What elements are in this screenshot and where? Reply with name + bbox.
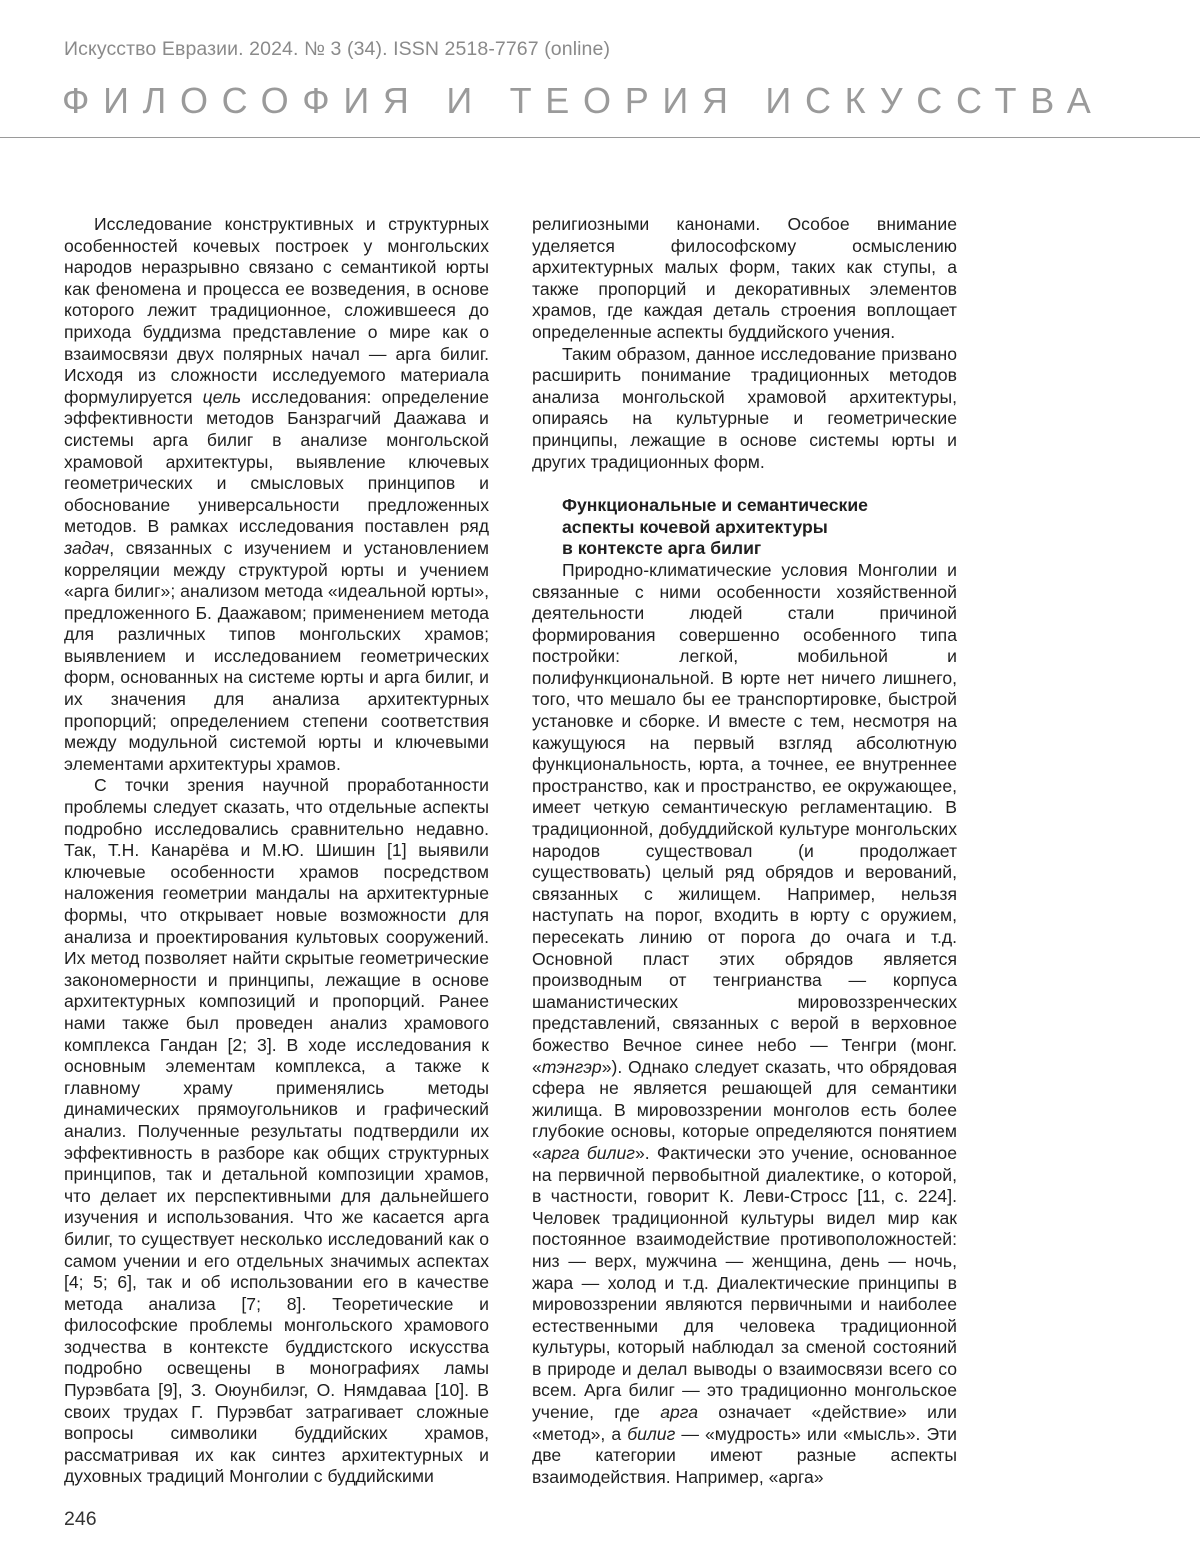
right-column <box>532 214 957 1488</box>
emphasis-tasks: задач <box>64 537 110 558</box>
section-subheading <box>562 495 957 560</box>
paragraph: Природно-климатические условия Монголии и связанные с ними особенности хозяйственной деятельности людей стали причиной формирования совершенно особенного типа постройки: легкой, мобильной и полифункциональной. В юрте нет ничего лишнего, того, что мешало бы ее транспортировке, быстрой установке и сборке. И вместе с тем, несмотря на кажущуюся на первый взгляд абсолютную функциональность, юрта, а точнее, ее внутреннее пространство, как и пространство, ее окружающее, имеет четкую семантическую регламентацию. В традиционной, добуддийской культуре монгольских народов существовал (и продолжает существовать) целый ряд обрядов и верований, связанных с жилищем. Например, нельзя наступать на порог, входить в юрту с оружием, пересекать линию от порога до очага и т.д. Основной пласт этих обрядов является производным от тенгрианства — корпуса шаманистических мировоззренческих представлений, связанных с верой в верховное божество Вечное синее небо — Тенгри (монг. «тэнгэр»). Однако следует сказать, что обрядовая сфера не является решающей для семантики жилища. В мировоззрении монголов есть более глубокие основы, которые определяются понятием «арга билиг». Фактически это учение, основанное на первичной первобытной диалектике, о которой, в частности, говорит К. Леви-Стросс [11, с. 224]. Человек традиционной культуры видел мир как постоянное взаимодействие противоположностей: низ — верх, мужчина — женщина, день — ночь, жара — холод и т.д. Диалектические принципы в мировоззрении являются первичными и наиболее естественными для человека традиционной культуры, который наблюдал за сменой состояний в природе и делал выводы о взаимосвязи всего со всем. Арга билиг — это традиционно монгольское учение, где арга означает «действие» или «метод», а билиг — «мудрость» или «мысль». Эти две категории имеют разные аспекты взаимодействия. Например, «арга» <box>532 559 958 1487</box>
subheading-line: аспекты кочевой архитектуры <box>562 516 828 537</box>
paragraph: религиозными канонами. Особое внимание уделяется философскому осмыслению архитектурных малых форм, таких как ступы, а также пропорций и декоративных элементов храмов, где каждая деталь строения воплощает определенные аспекты буддийского учения. <box>532 214 957 342</box>
left-column <box>64 214 489 1488</box>
emphasis-goal: цель <box>202 386 242 407</box>
emphasis-term: тэнгэр <box>541 1056 602 1077</box>
paragraph: С точки зрения научной проработанности проблемы следует сказать, что отдельные аспекты подробно исследовались сравнительно недавно. Так, Т.Н. Канарёва и М.Ю. Шишин [1] выявили ключевые особенности храмов посредством наложения геометрии мандалы на архитектурные формы, что открывает новые возможности для анализа и проектирования культовых сооружений. Их метод позволяет найти скрытые геометрические закономерности и принципы, лежащие в основе архитектурных композиций и пропорций. Ранее нами также был проведен анализ храмового комплекса Гандан [2; 3]. В ходе исследования к основным элементам комплекса, а также к главному храму применялись методы динамических прямоугольников и графический анализ. Полученные результаты подтвердили их эффективность в разборе как общих структурных принципов, так и детальной композиции храмов, что делает их перспективными для дальнейшего изучения и использования. Что же касается арга билиг, то существует несколько исследований как о самом учении и его отдельных значимых аспектах [4; 5; 6], так и об использовании его в качестве метода анализа [7; 8]. Теоретические и философские проблемы монгольского храмового зодчества в контексте буддистского искусства подробно освещены в монографиях ламы Пурэвбата [9], З. Оюунбилэг, О. Нямдаваа [10]. В своих трудах Г. Пурэвбат затрагивает сложные вопросы символики буддийских храмов, рассматривая их как синтез архитектурных и духовных традиций Монголии с буддийскими <box>64 775 489 1487</box>
emphasis-term: арга билиг <box>541 1142 635 1163</box>
subheading-line: в контексте арга билиг <box>562 538 762 559</box>
running-head: Искусство Евразии. 2024. № 3 (34). ISSN 2518-7767 (online) <box>64 38 611 60</box>
section-title: ФИЛОСОФИЯ И ТЕОРИЯ ИСКУССТВА <box>62 80 1105 121</box>
subheading-line: Функциональные и семантические <box>562 495 868 516</box>
header-divider <box>0 137 1200 138</box>
emphasis-term: арга <box>660 1402 699 1423</box>
emphasis-term: билиг <box>627 1423 676 1444</box>
paragraph: Таким образом, данное исследование призвано расширить понимание традиционных методов анализа монгольской храмовой архитектуры, опираясь на культурные и геометрические принципы, лежащие в основе системы юрты и других традиционных форм. <box>532 343 957 472</box>
paragraph: Исследование конструктивных и структурных особенностей кочевых построек у монгольских народов неразрывно связано с семантикой юрты как феномена и процесса ее возведения, в основе которого лежит традиционное, сложившееся до прихода буддизма представление о мире как о взаимосвязи двух полярных начал — арга билиг. Исходя из сложности исследуемого материала формулируется цель исследования: определение эффективности методов Банзрагчий Даажава и системы арга билиг в анализе монгольской храмовой архитектуры, выявление ключевых геометрических и смысловых принципов и обоснование универсальности предложенных методов. В рамках исследования поставлен ряд задач, связанных с изучением и установлением корреляции между структурой юрты и учением «арга билиг»; анализом метода «идеальной юрты», предложенного Б. Даажавом; применением метода для различных типов монгольских храмов; выявлением и исследованием геометрических форм, основанных на системе юрты и арга билиг, и их значения для анализа архитектурных пропорций; определением степени соответствия между модульной системой юрты и ключевыми элементами архитектуры храмов. <box>64 214 489 774</box>
page-number: 246 <box>64 1508 97 1530</box>
